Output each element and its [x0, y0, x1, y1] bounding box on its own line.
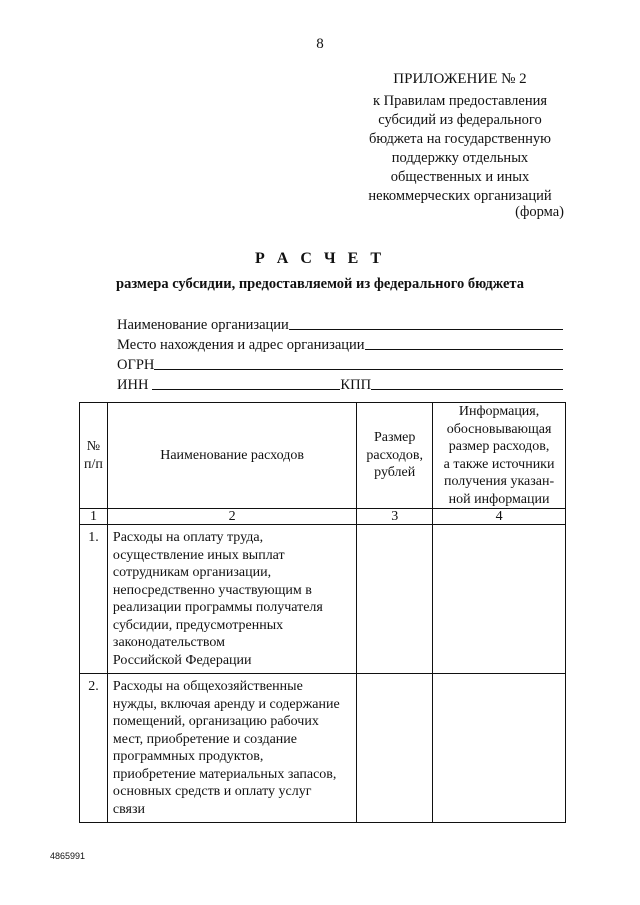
description-line: связи — [112, 801, 146, 817]
description-line: непосредственно участвующим в — [112, 582, 312, 598]
appendix-line: бюджета на государственную — [369, 131, 551, 147]
column-number: 1 — [80, 509, 108, 525]
table-header-row — [80, 403, 566, 509]
amount-cell[interactable] — [357, 674, 433, 823]
expense-description — [107, 674, 356, 823]
column-number: 3 — [357, 509, 433, 525]
appendix-line: некоммерческих организаций — [368, 188, 552, 204]
appendix-line: к Правилам предоставления — [372, 93, 548, 109]
description-line: мест, приобретение и создание — [112, 731, 297, 747]
address-blank[interactable] — [365, 335, 563, 350]
inn-label: ИНН — [117, 377, 149, 393]
row-number: 1. — [80, 525, 108, 674]
description-line: субсидии, предусмотренных — [112, 617, 284, 633]
header-info — [433, 403, 566, 509]
info-cell[interactable] — [433, 674, 566, 823]
table-row — [80, 674, 566, 823]
column-number: 4 — [433, 509, 566, 525]
header-expense-name — [107, 403, 356, 509]
header-line: п/п — [84, 456, 103, 472]
ogrn-label: ОГРН — [117, 357, 155, 373]
header-line: Наименование расходов — [160, 447, 304, 463]
description-line: нужды, включая аренду и содержание — [112, 696, 340, 712]
header-line: обосновывающая — [446, 421, 552, 437]
expense-description — [107, 525, 356, 674]
description-line: программных продуктов, — [112, 749, 264, 764]
address-label: Место нахождения и адрес организации — [117, 337, 365, 353]
column-number-row — [80, 509, 566, 525]
amount-cell[interactable] — [357, 525, 433, 674]
appendix-line: поддержку отдельных — [391, 150, 529, 166]
organization-name-label: Наименование организации — [117, 317, 289, 333]
appendix-text — [345, 92, 575, 206]
description-line: осуществление иных выплат — [112, 547, 285, 563]
row-number: 2. — [80, 674, 108, 823]
page-number: 8 — [316, 36, 324, 52]
document-title: Р А С Ч Е Т — [255, 250, 385, 267]
header-line: размер расходов, — [448, 439, 550, 454]
header-amount — [357, 403, 433, 509]
appendix-title: ПРИЛОЖЕНИЕ № 2 — [393, 71, 527, 87]
form-note: (форма) — [515, 204, 564, 220]
description-line: реализации программы получателя — [112, 600, 323, 615]
inn-kpp-field — [117, 374, 563, 394]
description-line: приобретение материальных запасов, — [112, 766, 337, 782]
header-line: рублей — [374, 465, 416, 481]
appendix-line: субсидий из федерального — [378, 112, 542, 128]
appendix-line: общественных и иных — [390, 169, 530, 185]
header-line: расходов, — [366, 447, 423, 463]
table-row — [80, 525, 566, 674]
description-line: Российской Федерации — [112, 652, 252, 668]
description-line: Расходы на оплату труда, — [112, 530, 264, 545]
description-line: сотрудникам организации, — [112, 565, 272, 580]
description-line: законодательством — [112, 635, 225, 650]
organization-name-blank[interactable] — [289, 315, 563, 330]
header-number — [80, 403, 108, 509]
header-line: Информация, — [458, 404, 540, 419]
ogrn-blank[interactable] — [154, 355, 563, 370]
description-line: основных средств и оплату услуг — [112, 784, 312, 799]
header-line: Размер — [373, 430, 416, 446]
organization-name-field — [117, 314, 563, 334]
info-cell[interactable] — [433, 525, 566, 674]
kpp-label: КПП — [340, 377, 372, 393]
document-subtitle: размера субсидии, предоставляемой из федерального бюджета — [116, 276, 524, 292]
header-line: № — [86, 439, 101, 454]
description-line: помещений, организацию рабочих — [112, 714, 319, 729]
document-code: 4865991 — [50, 851, 86, 861]
column-number: 2 — [107, 509, 356, 525]
kpp-blank[interactable] — [371, 375, 563, 390]
ogrn-field — [117, 354, 563, 374]
description-line: Расходы на общехозяйственные — [112, 679, 303, 694]
inn-blank[interactable] — [152, 375, 340, 390]
header-line: ной информации — [448, 491, 550, 507]
header-line: а также источники — [443, 456, 555, 472]
expenses-table — [79, 402, 566, 823]
header-line: получения указан- — [443, 474, 555, 489]
address-field — [117, 334, 563, 354]
